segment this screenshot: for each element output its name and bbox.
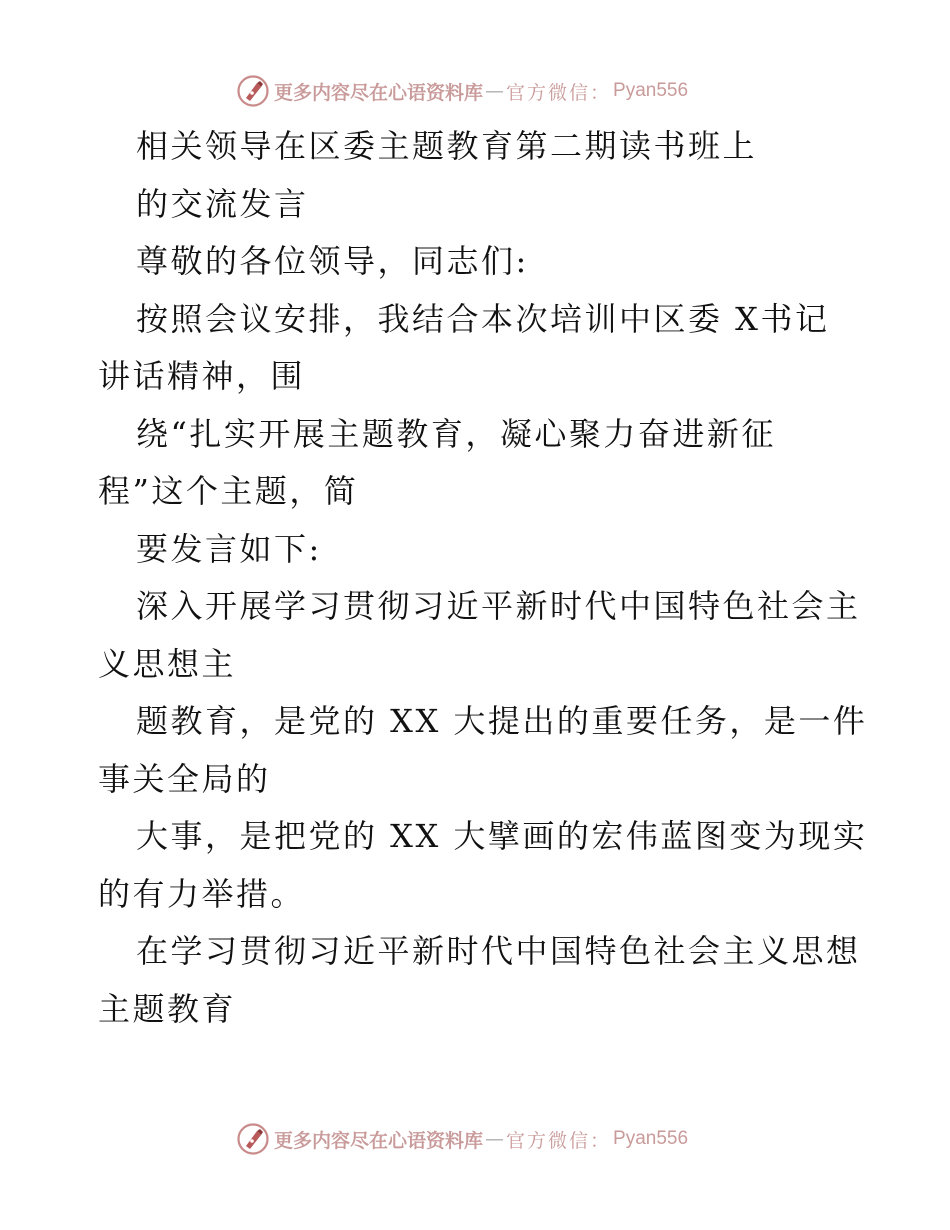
document-body xyxy=(98,118,888,1038)
banner-wechat-id: Pyan556 xyxy=(613,1128,689,1149)
document-line: 按照会议安排，我结合本次培训中区委 X书记 xyxy=(136,299,830,338)
banner-official-label: 官方微信： xyxy=(506,1129,612,1152)
banner-official-label: 官方微信： xyxy=(506,81,612,104)
banner-text: 更多内容尽在心语资料库 xyxy=(274,1129,484,1152)
document-line: 要发言如下: xyxy=(136,529,322,568)
pen-nib-logo-icon xyxy=(236,74,270,108)
header-watermark-banner xyxy=(236,74,688,108)
document-line: 事关全局的 xyxy=(98,759,271,798)
document-line: 主题教育 xyxy=(98,989,237,1028)
banner-dash: — xyxy=(485,80,505,102)
document-line: 大事，是把党的 XX 大擘画的宏伟蓝图变为现实 xyxy=(136,817,868,855)
document-line: 题教育，是党的 XX 大提出的重要任务，是一件 xyxy=(136,702,868,740)
footer-watermark-banner xyxy=(236,1122,688,1156)
banner-dash: — xyxy=(485,1128,505,1150)
banner-wechat-id: Pyan556 xyxy=(613,80,689,101)
document-line: 程”这个主题，简 xyxy=(98,472,359,510)
document-line: 的有力举措。 xyxy=(98,874,306,913)
document-line: 在学习贯彻习近平新时代中国特色社会主义思想 xyxy=(136,932,861,970)
document-line: 讲话精神，围 xyxy=(98,357,306,395)
banner-text: 更多内容尽在心语资料库 xyxy=(274,81,484,104)
pen-nib-logo-icon xyxy=(236,1122,270,1156)
document-line: 尊敬的各位领导，同志们: xyxy=(136,242,529,280)
document-line: 绕“扎实开展主题教育，凝心聚力奋进新征 xyxy=(136,414,776,453)
document-line: 义思想主 xyxy=(98,644,237,683)
document-line: 的交流发言 xyxy=(136,184,309,223)
document-line: 相关领导在区委主题教育第二期读书班上 xyxy=(136,127,758,165)
document-line: 深入开展学习贯彻习近平新时代中国特色社会主 xyxy=(136,587,861,625)
